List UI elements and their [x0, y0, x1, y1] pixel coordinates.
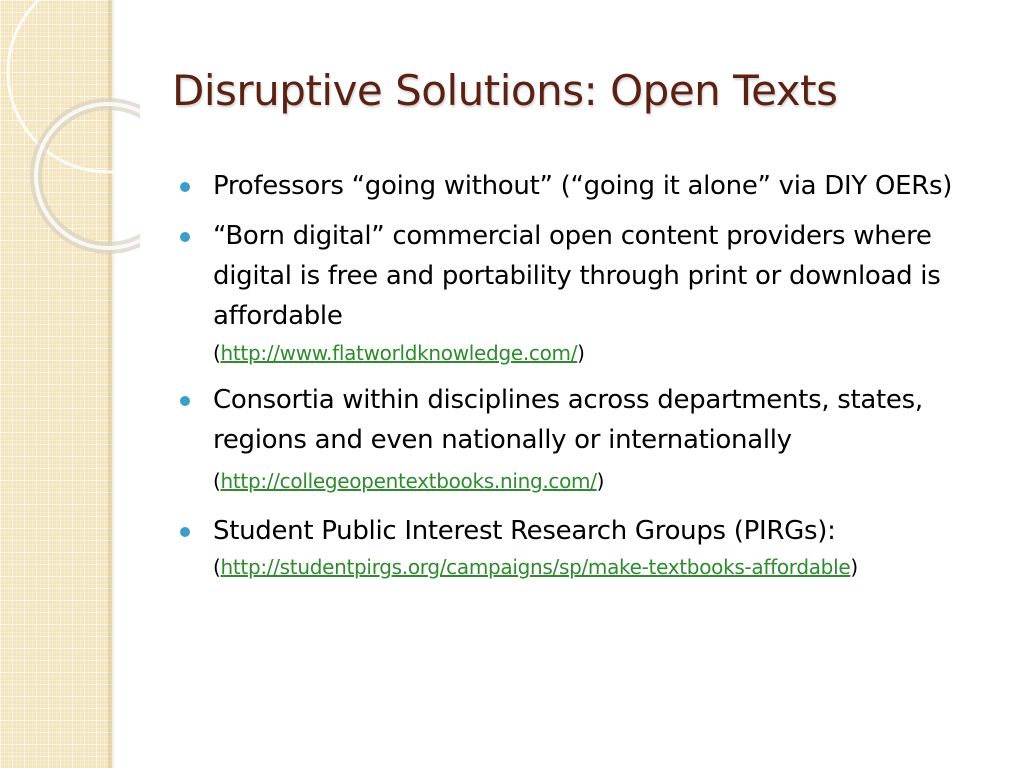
bullet-text: Consortia within disciplines across departments, states, regions and even nationally or internationally	[213, 385, 923, 455]
lower-ring	[36, 104, 140, 248]
link-inline	[213, 469, 604, 493]
bullet-text: Professors “going without” (“going it alone” via DIY OERs)	[213, 171, 953, 201]
bullet-dot-icon	[180, 232, 190, 242]
bullet-text: Student Public Interest Research Groups (PIRGs):	[213, 516, 836, 546]
flatworld-link[interactable]: http://www.flatworldknowledge.com/	[220, 341, 578, 365]
upper-ring	[8, 0, 140, 172]
bullet-dot-icon	[180, 182, 190, 192]
link-line	[213, 336, 978, 370]
bullet-dot-icon	[180, 396, 190, 406]
bullet-text: “Born digital” commercial open content providers where digital is free and portability through print or download is affordable	[213, 221, 941, 331]
bullet-item-consortia	[178, 380, 978, 501]
slide-content	[178, 166, 978, 593]
paren-close: )	[596, 469, 605, 493]
paren-open: (	[213, 341, 221, 365]
bullet-dot-icon	[180, 527, 190, 537]
collegeopentextbooks-link[interactable]: http://collegeopentextbooks.ning.com/	[220, 469, 597, 493]
bullet-item-born-digital	[178, 216, 978, 370]
paren-close: )	[577, 341, 585, 365]
bullet-item-professors	[178, 166, 978, 206]
paren-close: )	[850, 555, 858, 579]
decorative-rings	[0, 0, 140, 260]
paren-open: (	[213, 469, 221, 493]
bullet-item-pirgs	[178, 511, 978, 583]
link-line	[213, 551, 978, 583]
paren-open: (	[213, 555, 221, 579]
studentpirgs-link[interactable]: http://studentpirgs.org/campaigns/sp/make-textbooks-affordable	[220, 555, 851, 579]
slide-title: Disruptive Solutions: Open Texts	[172, 66, 838, 115]
bullet-list	[178, 166, 978, 583]
